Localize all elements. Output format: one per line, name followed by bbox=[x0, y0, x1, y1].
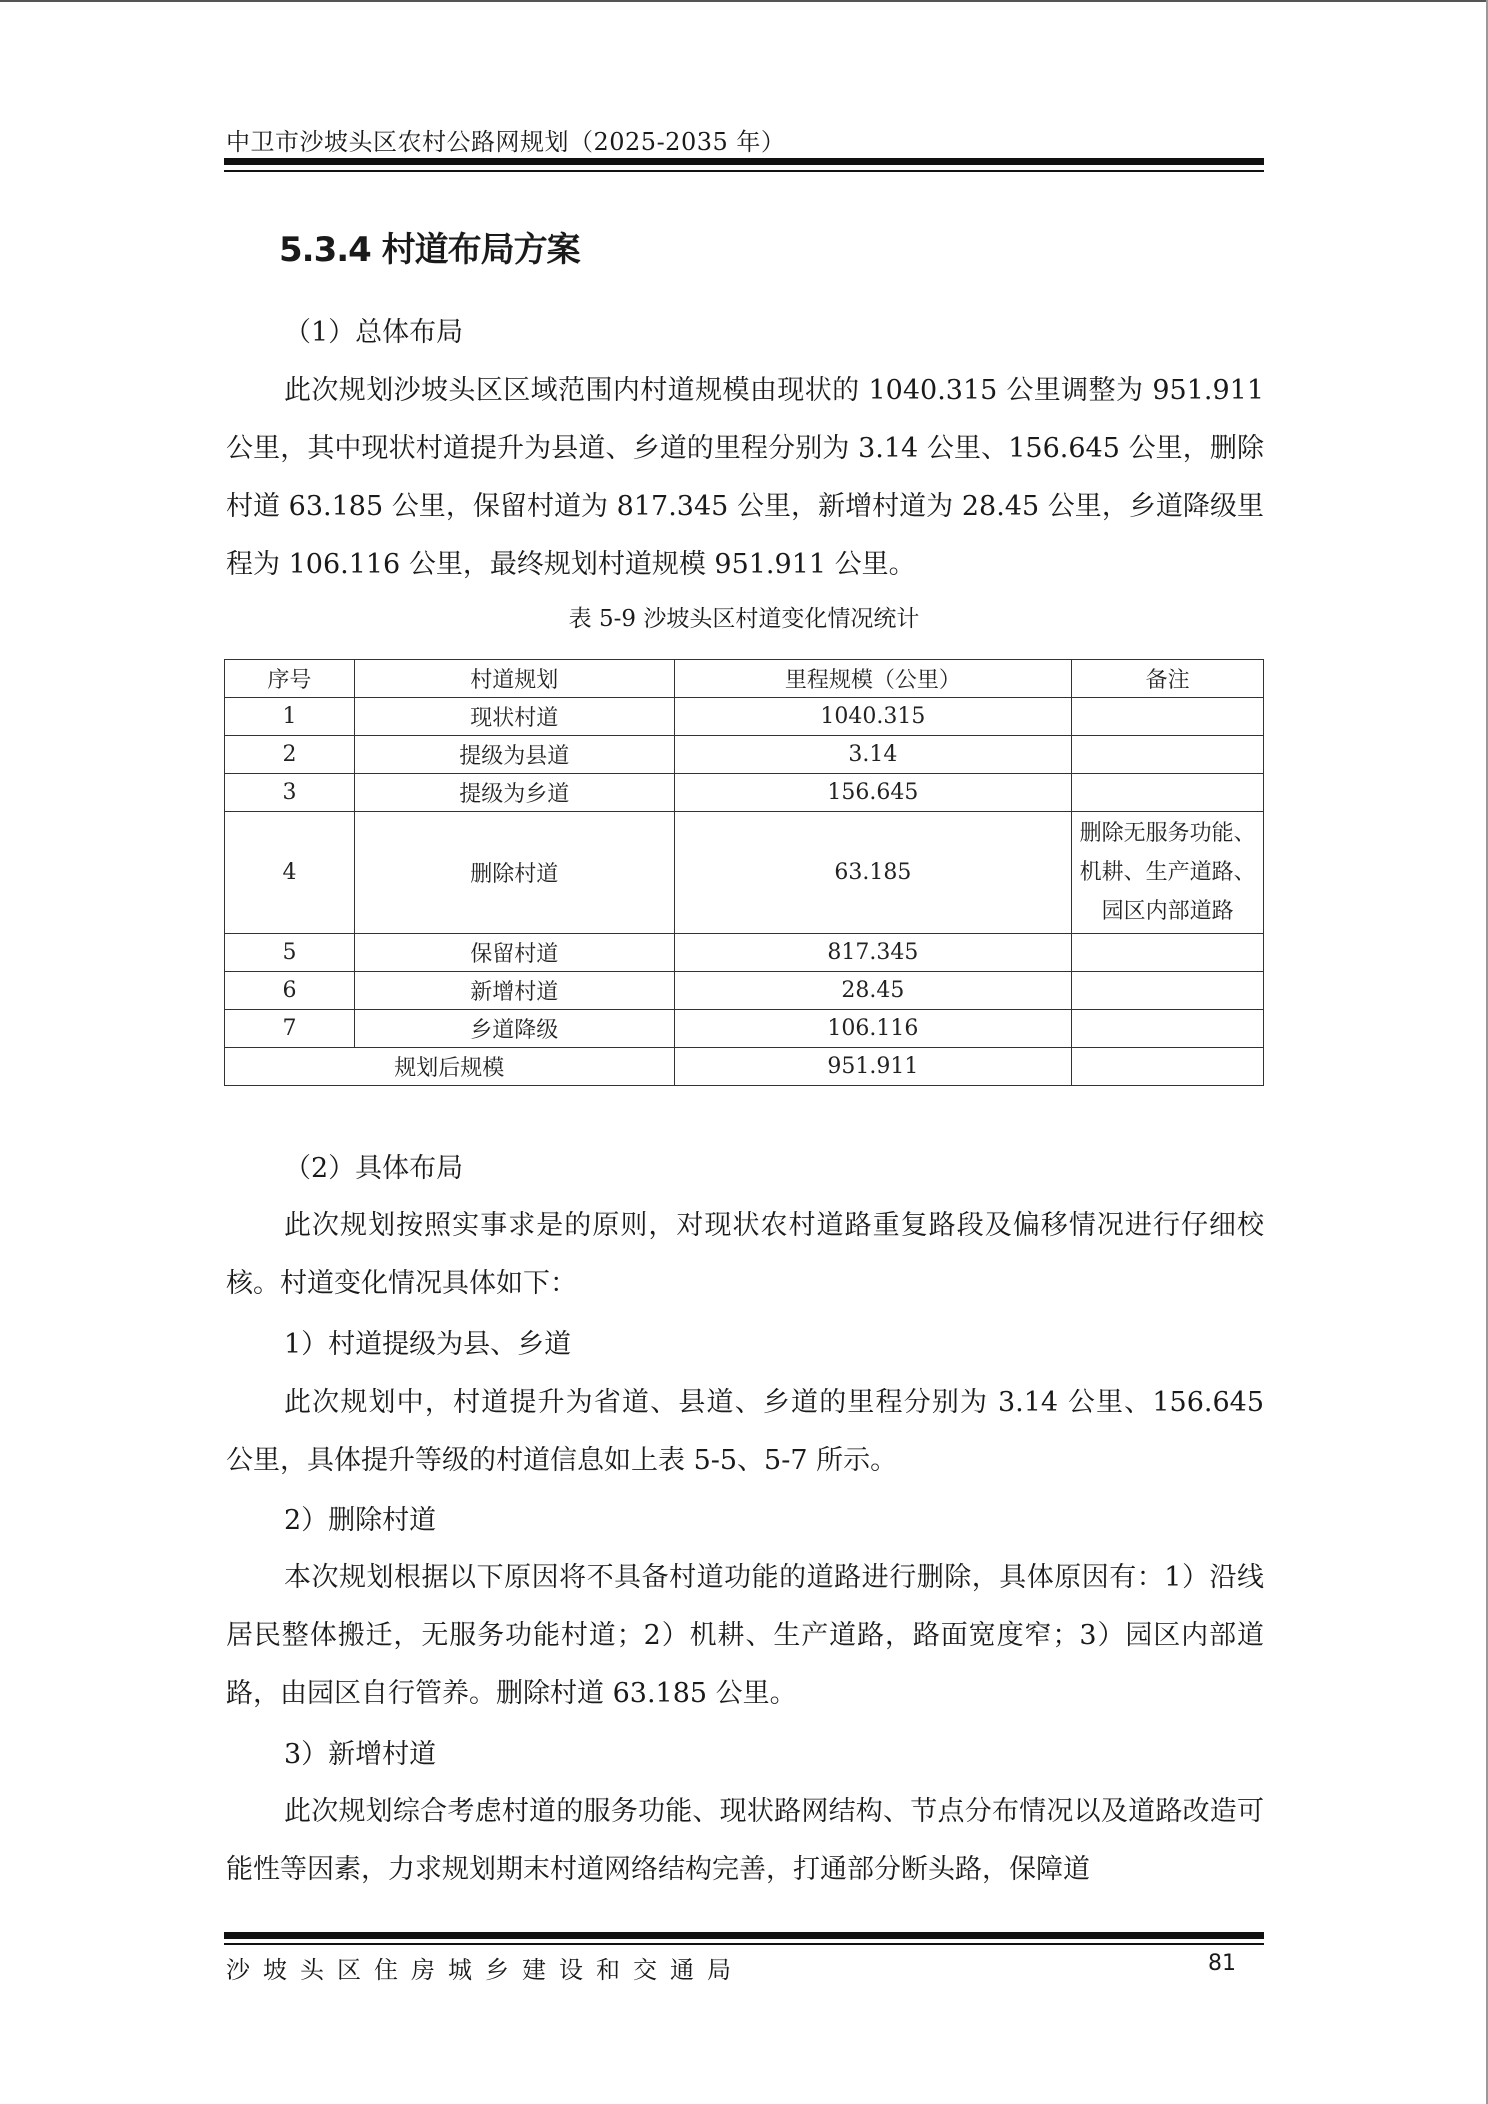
table-total-row bbox=[225, 1048, 1264, 1086]
sub1-heading: 1）村道提级为县、乡道 bbox=[284, 1329, 572, 1360]
cell-item: 现状村道 bbox=[354, 698, 674, 736]
cell-no: 1 bbox=[225, 698, 355, 736]
cell-mileage: 3.14 bbox=[674, 736, 1072, 774]
table-row bbox=[225, 812, 1264, 934]
table-row bbox=[225, 972, 1264, 1010]
table-row bbox=[225, 736, 1264, 774]
cell-mileage: 63.185 bbox=[674, 812, 1072, 934]
table-row bbox=[225, 774, 1264, 812]
running-footer: 沙坡头区住房城乡建设和交通局 bbox=[226, 1956, 744, 1984]
sub1-paragraph: 此次规划中，村道提升为省道、县道、乡道的里程分别为 3.14 公里、156.645 公里，具体提升等级的村道信息如上表 5-5、5-7 所示。 bbox=[226, 1387, 1264, 1476]
sub2-paragraph: 本次规划根据以下原因将不具备村道功能的道路进行删除，具体原因有：1）沿线居民整体搬迁，无服务功能村道；2）机耕、生产道路，路面宽度窄；3）园区内部道路，由园区自行管养。删除村道 63.185 公里。 bbox=[226, 1562, 1264, 1709]
cell-total-mileage: 951.911 bbox=[674, 1048, 1072, 1086]
cell-total-label: 规划后规模 bbox=[225, 1048, 675, 1086]
cell-note bbox=[1072, 1010, 1264, 1048]
cell-item: 乡道降级 bbox=[354, 1010, 674, 1048]
running-header: 中卫市沙坡头区农村公路网规划（2025-2035 年） bbox=[226, 128, 786, 156]
header-rule-thin bbox=[224, 170, 1264, 172]
cell-item: 保留村道 bbox=[354, 934, 674, 972]
cell-item: 删除村道 bbox=[354, 812, 674, 934]
cell-no: 7 bbox=[225, 1010, 355, 1048]
table-row bbox=[225, 934, 1264, 972]
col-header-mileage: 里程规模（公里） bbox=[674, 660, 1072, 698]
sub3-paragraph: 此次规划综合考虑村道的服务功能、现状路网结构、节点分布情况以及道路改造可能性等因素，力求规划期末村道网络结构完善，打通部分断头路，保障道 bbox=[226, 1796, 1264, 1885]
cell-note bbox=[1072, 972, 1264, 1010]
sub3-heading: 3）新增村道 bbox=[284, 1739, 437, 1770]
cell-mileage: 156.645 bbox=[674, 774, 1072, 812]
table-header-row bbox=[225, 660, 1264, 698]
cell-total-note bbox=[1072, 1048, 1264, 1086]
cell-no: 6 bbox=[225, 972, 355, 1010]
cell-item: 提级为县道 bbox=[354, 736, 674, 774]
cell-note: 删除无服务功能、机耕、生产道路、园区内部道路 bbox=[1072, 812, 1264, 934]
sub2-heading: 2）删除村道 bbox=[284, 1505, 437, 1536]
cell-mileage: 28.45 bbox=[674, 972, 1072, 1010]
header-rule bbox=[224, 158, 1264, 165]
col-header-note: 备注 bbox=[1072, 660, 1264, 698]
page-border-top bbox=[0, 0, 1488, 2]
cell-note bbox=[1072, 774, 1264, 812]
footer-rule-thin bbox=[224, 1943, 1264, 1945]
cell-note bbox=[1072, 698, 1264, 736]
col-header-item: 村道规划 bbox=[354, 660, 674, 698]
footer-rule bbox=[224, 1932, 1264, 1939]
cell-no: 5 bbox=[225, 934, 355, 972]
part1-heading: （1）总体布局 bbox=[284, 317, 464, 348]
cell-no: 2 bbox=[225, 736, 355, 774]
section-title: 5.3.4 村道布局方案 bbox=[279, 230, 580, 270]
cell-mileage: 817.345 bbox=[674, 934, 1072, 972]
cell-no: 3 bbox=[225, 774, 355, 812]
cell-mileage: 1040.315 bbox=[674, 698, 1072, 736]
cell-note bbox=[1072, 736, 1264, 774]
table-caption: 表 5-9 沙坡头区村道变化情况统计 bbox=[568, 606, 920, 632]
cell-mileage: 106.116 bbox=[674, 1010, 1072, 1048]
page-number: 81 bbox=[1208, 1951, 1236, 1976]
part2-intro: 此次规划按照实事求是的原则，对现状农村道路重复路段及偏移情况进行仔细校核。村道变化情况具体如下： bbox=[226, 1210, 1264, 1299]
cell-note bbox=[1072, 934, 1264, 972]
cell-item: 新增村道 bbox=[354, 972, 674, 1010]
part1-paragraph: 此次规划沙坡头区区域范围内村道规模由现状的 1040.315 公里调整为 951.911 公里，其中现状村道提升为县道、乡道的里程分别为 3.14 公里、156.645 公里，删除村道 63.185 公里，保留村道为 817.345 公里，新增村道为 28.45 公里，乡道降级里程为 106.116 公里，最终规划村道规模 951.911 公里。 bbox=[226, 375, 1264, 580]
table-row bbox=[225, 698, 1264, 736]
cell-item: 提级为乡道 bbox=[354, 774, 674, 812]
cell-no: 4 bbox=[225, 812, 355, 934]
col-header-no: 序号 bbox=[225, 660, 355, 698]
mileage-table bbox=[224, 659, 1264, 1086]
table-row bbox=[225, 1010, 1264, 1048]
part2-heading: （2）具体布局 bbox=[284, 1153, 464, 1184]
